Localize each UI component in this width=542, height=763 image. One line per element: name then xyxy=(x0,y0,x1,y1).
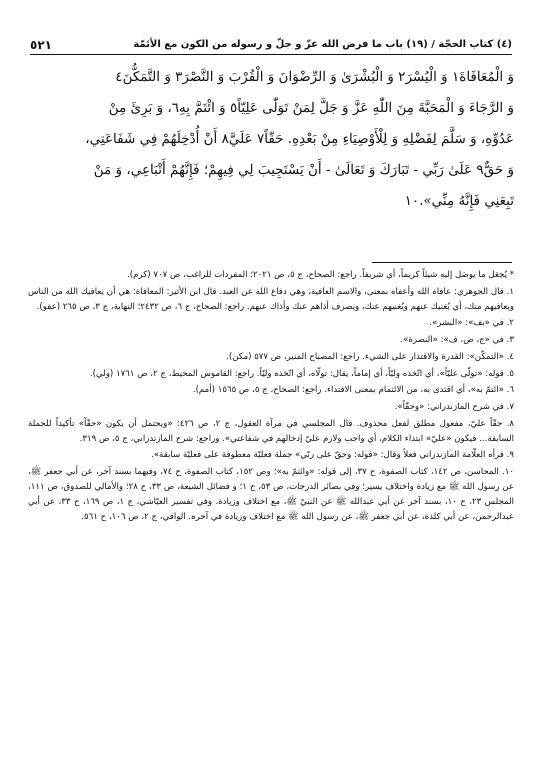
running-title: (٤) كتاب الحجّة / (١٩) باب ما فرض الله عزّ و جلّ و رسوله من الكون مع الأئمّة xyxy=(133,39,512,50)
footnote: ٩. قرأه العلّامة المازندراني فعلاً وقال: «قوله: وحقّ على ربّي» جملة فعليّة معطوفة على فعليّة سابقة». xyxy=(151,450,514,461)
footnote: * يُجعَل ما يوصَل إليه شيئاً كريماً، أي شريفاً. راجع: الصحاح، ج ٥، ص ٢٠٢١؛ المفردات للراغب، ص ٧٠٧ (كرم). xyxy=(127,270,514,280)
footnote: ٣. في «ج، ض، ف»: «النصرة». xyxy=(400,335,514,346)
main-text-line: وَ الْمُعَافَاةَ١ وَ الْيُسْرَ٢ وَ الْبُشْرَىٰ وَ الرِّضْوَانَ وَ الْقُرْبَ وَ النَّصْرَ٣ وَ التَّمَكُّنَ٤ xyxy=(115,69,514,85)
footnotes xyxy=(28,268,514,527)
footnote: ٢. في «بف»: «البشر». xyxy=(429,318,514,329)
running-header xyxy=(30,36,512,55)
main-text-line: وَ حَقٌّ٩ عَلَىٰ رَبِّي - تَبَارَكَ وَ تَعَالَىٰ - أَنْ يَسْتَجِيبَ لِي فِيهِمْ؛ فَإِنَّهُمْ أَتْبَاعِي، وَ مَنْ xyxy=(93,162,514,178)
footnote: ٨. حقّاً عليّ، مفعول مطلق لفعل محذوف. قال المجلسي في مرآة العقول، ج ٢، ص ٤٢٦: «ويحتمل أن يكون «حقّاً» تأكيداً للجملة السابقة... فيكون «عليّ» ابتداء الكلام، أي واجب ولازم عليّ إدخالهم في شفاعتي». وراجع: شرح المازندراني، ج ٥، ص ٣١٩. xyxy=(28,418,514,444)
footnote: ٦. «ائتمّ به»، أي اقتدى به، من الائتمام بمعنى الاقتداء. راجع: الصحاح، ج ٥، ص ١٥٦٥ (أمم). xyxy=(192,385,514,396)
main-text-line: عَدُوِّهِ، وَ سَلَّمَ لِفَضْلِهِ وَ لِلْأَوْصِيَاءِ مِنْ بَعْدِهِ. حَقّاً٧ عَلَيَّ٨ أَنْ أُدْخِلَهُمْ فِي شَفَاعَتِي، xyxy=(85,131,514,147)
footnote-divider xyxy=(372,262,512,263)
main-text xyxy=(28,62,514,217)
footnote: ٥. قوله: «تولّى عليّاً»، أي اتّخذه وليّاً، أي إماماً، يقال: تولّاه، أي اتّخذه وليّاً. راجع: القاموس المحيط، ج ٢، ص ١٧٦١ (ولي). xyxy=(89,368,514,379)
page-number: ٥٢١ xyxy=(30,38,52,52)
footnote: ٧. في شرح المازندراني: «وحقّاً». xyxy=(394,401,514,412)
footnote: ١٠. المحاسن، ص ١٤٢، كتاب الصفوة، ح ٣٧، إلى قوله: «وائتمّ به»؛ وص ١٥٢، كتاب الصفوة، ح ٧٤، وفيهما بسند آخر، عن أبي جعفر ﷺ، عن رسول الله ﷺ مع زيادة واختلاف يسير؛ وفي بصائر الدرجات، ص ٥٣، ح ١؛ و فضائل الشيعة، ص ٣٣، ح ٢٨؛ والأمالي للصدوق، ص ١١١، المجلس ٢٣، ح ١٠، بسند آخر عن أبي عبدالله ﷺ عن النبيّ ﷺ، مع اختلاف وزيادة. وفي تفسير العيّاشي، ج ١، ص ١٦٩، ح ٣٣، عن أبي عبدالرحمن، عن أبي كلدة، عن أبي جعفر ﷺ، عن رسول الله ﷺ مع اختلاف وزيادة في آخره. الوافي، ج ٢، ص ١٠٦، ح ٥٦١. xyxy=(28,467,514,523)
main-text-line: تَبِعَنِي فَإِنَّهُ مِنِّي».١٠ xyxy=(404,193,514,209)
main-text-line: وَ الرَّجَاءَ وَ الْمَحَبَّةَ مِنَ اللّٰهِ عَزَّ وَ جَلَّ لِمَنْ تَوَلّٰى عَلِيّاً٥ وَ ائْتَمَّ بِهِ٦، وَ بَرِئَ مِنْ xyxy=(108,100,514,116)
footnote: ٤. «التمكّن»: القدرة والاقتدار على الشيء. راجع: المصباح المنير، ص ٥٧٧ (مكن). xyxy=(226,351,514,362)
footnote: ١. قال الجوهري: عافاه الله وأعفاه بمعنى، والاسم العافية، وهي دفاع الله عن العبد. قال ابن الأثير: المعافاة: هي أن يعافيك الله من الناس ويعافيهم منك، أي يُغنيك عنهم ويُغنيهم عنك، ويصرف أذاهم عنك وأذاك عنهم. راجع: الصحاح، ج ٦، ص ٢٤٣٢؛ النهاية، ج ٣، ص ٢٦٥ (عفو). xyxy=(28,286,514,312)
